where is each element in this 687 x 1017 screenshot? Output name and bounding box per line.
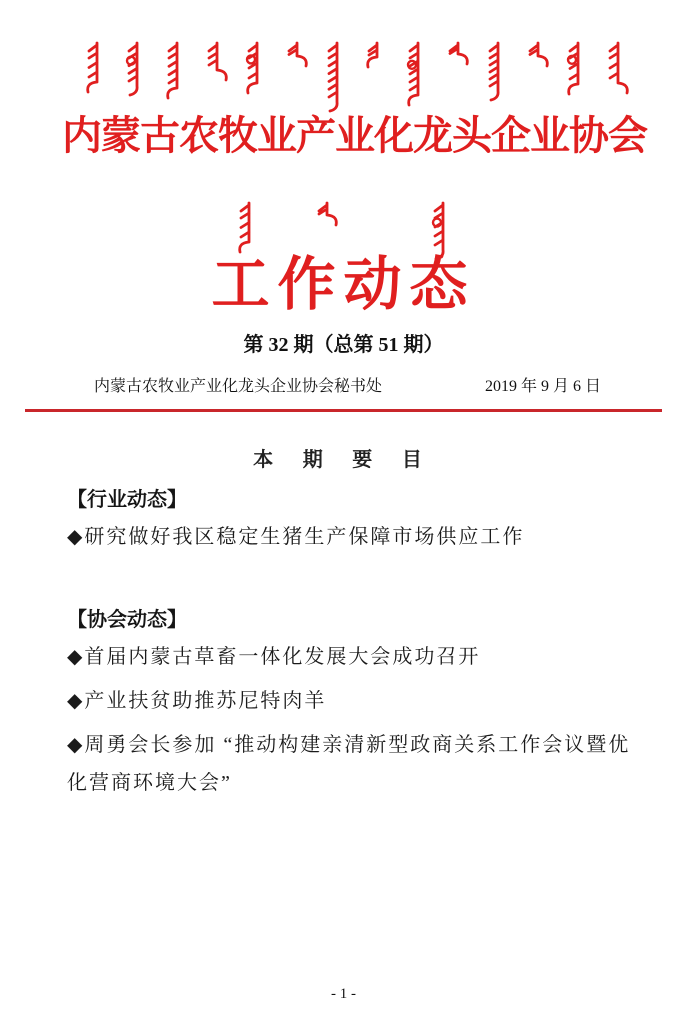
header-divider-rule: [25, 409, 662, 412]
mongolian-word-glyph: [242, 40, 268, 97]
mongolian-word-glyph: [322, 40, 348, 116]
toc-item-line: ◆产业扶贫助推苏尼特肉羊: [67, 690, 327, 712]
mongolian-word-glyph: [362, 40, 388, 71]
mongolian-word-glyph: [82, 40, 108, 96]
toc-title: 本 期 要 目: [253, 449, 434, 471]
mongolian-word-glyph: [523, 40, 549, 70]
toc-item-line: 化营商环境大会”: [67, 772, 232, 794]
mongolian-word-glyph: [162, 40, 188, 102]
mongolian-word-glyph: [563, 40, 589, 98]
toc-item-line: ◆研究做好我区稳定生猪生产保障市场供应工作: [67, 526, 525, 548]
mongolian-word-glyph: [483, 40, 509, 105]
toc-item: [67, 638, 625, 676]
toc-section: [67, 488, 625, 556]
publisher-line: [62, 377, 625, 397]
association-title: 内蒙古农牧业产业化龙头企业协会: [62, 113, 647, 158]
toc-item-line: ◆首届内蒙古草畜一体化发展大会成功召开: [67, 646, 481, 668]
toc-item: [67, 682, 625, 720]
mongolian-word-glyph: [603, 40, 629, 97]
toc-item: [67, 726, 631, 802]
mongolian-word-glyph: [282, 40, 308, 70]
mongolian-word-glyph: [403, 40, 429, 109]
mongolian-word-glyph: [122, 40, 148, 100]
issue-number-line: 第 32 期（总第 51 期）: [243, 334, 444, 356]
page-number: - 1 -: [331, 986, 356, 1002]
mongolian-word-glyph: [312, 200, 338, 229]
toc: [62, 488, 631, 802]
toc-section-label: 【协会动态】: [67, 609, 187, 631]
mongolian-script-row-top: [82, 40, 629, 116]
mongolian-word-glyph: [202, 40, 228, 84]
toc-section: [67, 608, 631, 802]
publisher-name: 内蒙古农牧业产业化龙头企业协会秘书处: [94, 378, 383, 395]
mongolian-word-glyph: [443, 40, 469, 68]
toc-section-label: 【行业动态】: [67, 489, 187, 511]
publish-date: 2019 年 9 月 6 日: [484, 378, 601, 395]
bulletin-title: 工作动态: [211, 252, 476, 317]
mongolian-word-glyph: [234, 200, 260, 256]
toc-item: [67, 518, 625, 556]
toc-item-line: ◆周勇会长参加 “推动构建亲清新型政商关系工作会议暨优: [67, 734, 631, 756]
document-page: [0, 40, 687, 1017]
